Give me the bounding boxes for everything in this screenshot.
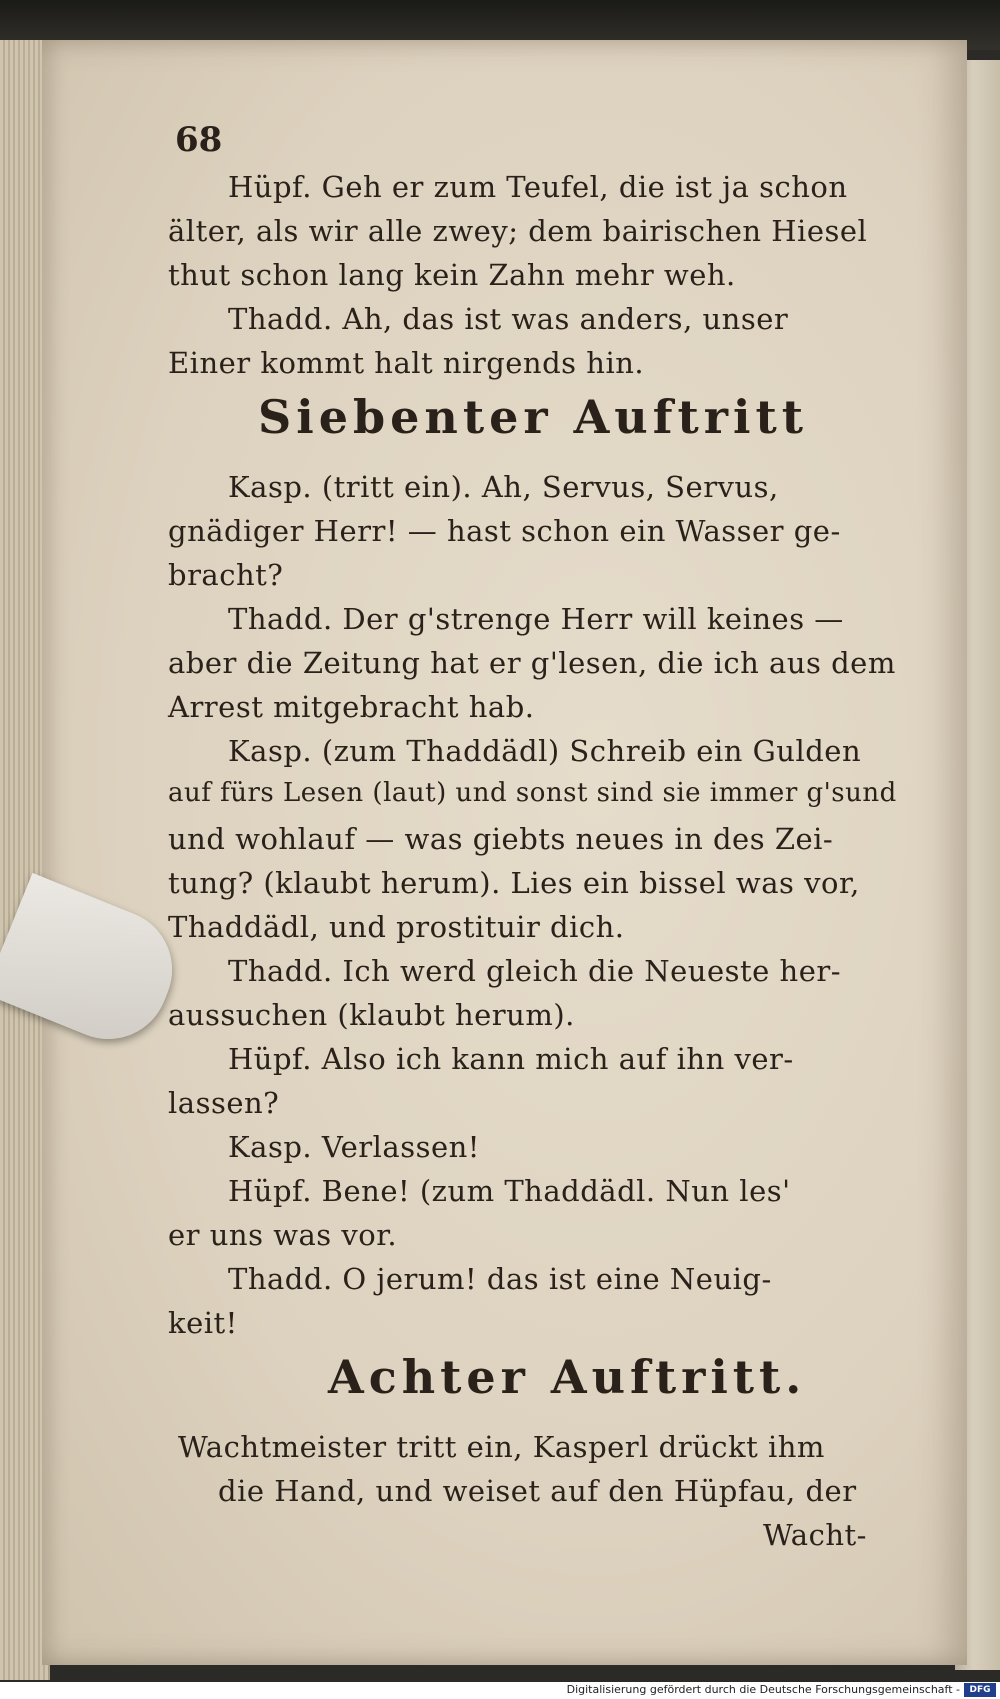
text-line: Hüpf. Also ich kann mich auf ihn ver- [228,1042,794,1076]
text-line: keit! [168,1306,238,1340]
text-line: tung? (klaubt herum). Lies ein bissel was vor, [168,866,860,900]
text-line: gnädiger Herr! — hast schon ein Wasser ge- [168,514,841,548]
text-line: Kasp. (tritt ein). Ah, Servus, Servus, [228,470,779,504]
text-line: Hüpf. Bene! (zum Thaddädl. Nun les' [228,1174,791,1208]
text-line: Thadd. O jerum! das ist eine Neuig- [228,1262,772,1296]
text-line: Arrest mitgebracht hab. [168,690,535,724]
text-line: aber die Zeitung hat er g'lesen, die ich aus dem [168,646,896,680]
text-line: älter, als wir alle zwey; dem bairischen Hiesel [168,214,868,248]
dfg-logo: DFG [964,1683,996,1697]
scene-heading: Achter Auftritt. [328,1350,807,1404]
text-line: die Hand, und weiset auf den Hüpfau, der [218,1474,857,1508]
text-line: Thaddädl, und prostituir dich. [168,910,625,944]
text-line: thut schon lang kein Zahn mehr weh. [168,258,736,292]
text-line: aussuchen (klaubt herum). [168,998,575,1032]
text-line: Wachtmeister tritt ein, Kasperl drückt ihm [178,1430,825,1464]
text-line: Kasp. (zum Thaddädl) Schreib ein Gulden [228,734,862,768]
text-line: Thadd. Ah, das ist was anders, unser [228,302,789,336]
text-line: Einer kommt halt nirgends hin. [168,346,645,380]
text-line: Thadd. Ich werd gleich die Neueste her- [228,954,842,988]
text-line: er uns was vor. [168,1218,398,1252]
funding-credit: Digitalisierung gefördert durch die Deutsche Forschungsgemeinschaft - [566,1683,960,1696]
text-line: lassen? [168,1086,280,1120]
text-line: Kasp. Verlassen! [228,1130,480,1164]
text-line: Hüpf. Geh er zum Teufel, die ist ja schon [228,170,848,204]
text-line: bracht? [168,558,284,592]
scene-heading: Siebenter Auftritt [258,390,808,444]
text-line: und wohlauf — was giebts neues in des Zei- [168,822,834,856]
text-line: auf fürs Lesen (laut) und sonst sind sie immer g'sund [168,778,897,808]
page-number: 68 [175,120,223,160]
footer-bar [0,1682,1000,1699]
catchword: Wacht- [763,1518,867,1552]
text-line: Thadd. Der g'strenge Herr will keines — [228,602,844,636]
